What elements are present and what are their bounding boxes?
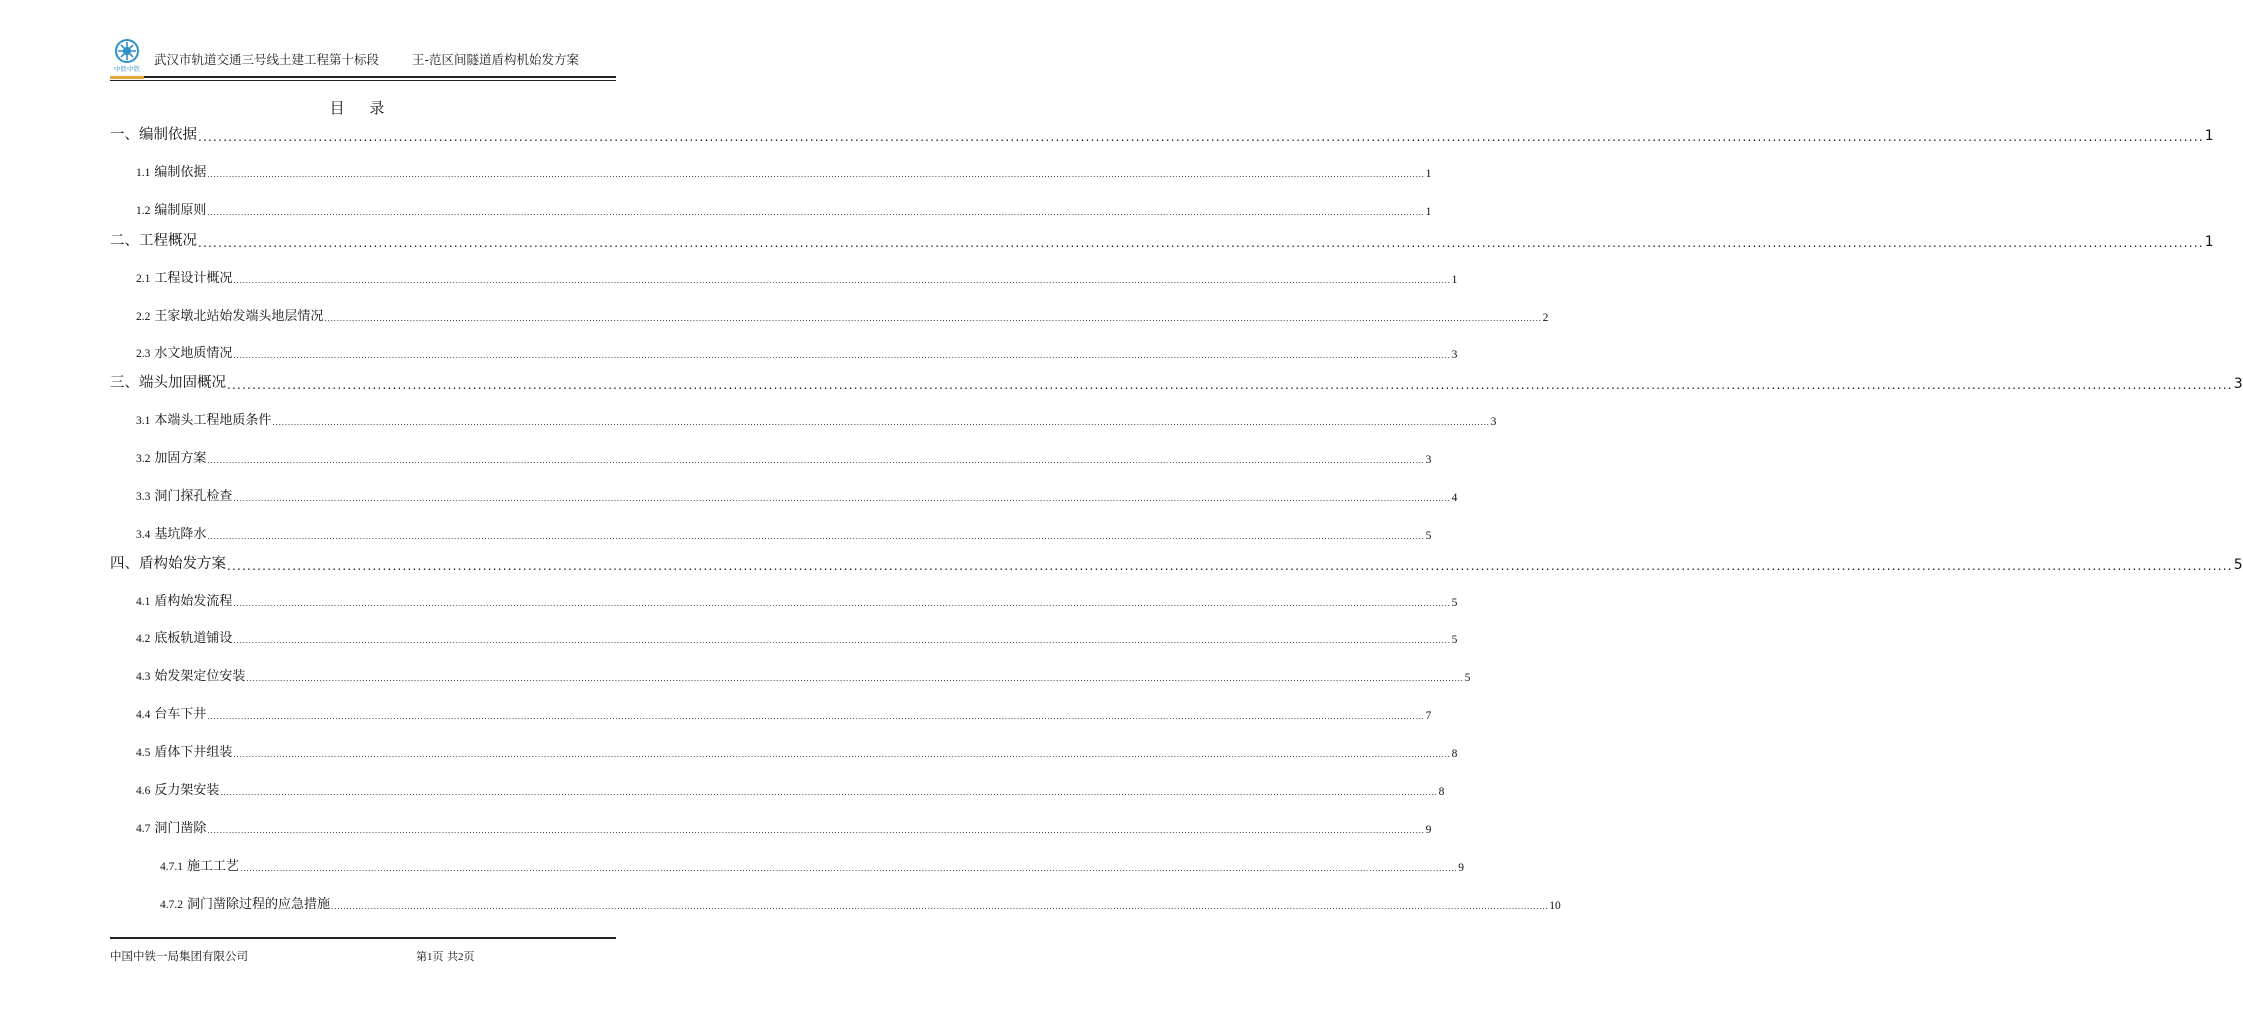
toc-entry-page: 1 (1425, 168, 1432, 180)
toc-entry[interactable] (110, 553, 2243, 573)
toc-entry-title (136, 161, 206, 180)
toc-entry-page: 5 (1425, 530, 1432, 542)
toc-leader-dots: ................................................................................................................................................................................................................................................................................................................................................................................................................ (207, 712, 1425, 721)
toc-leader-dots: ................................................................................................................................................................................................................................................................................................................................................................................................................ (233, 494, 1451, 503)
toc-leader-dots: ................................................................................................................................................................................................................................................................................................................................................................................................................ (220, 788, 1438, 797)
toc-entry-number: 2.1 (136, 273, 151, 285)
toc-entry[interactable] (110, 230, 2214, 250)
toc-entry[interactable] (136, 200, 1432, 218)
header-accent (110, 76, 144, 79)
toc-entry-page: 5 (1464, 672, 1471, 684)
toc-entry-page: 1 (2204, 234, 2214, 250)
toc-leader-dots: ................................................................................................................................................................................................................................................................................................................................................................................................................ (233, 276, 1451, 285)
toc-entry[interactable] (136, 448, 1432, 466)
toc-entry-title (110, 552, 226, 573)
toc-leader-dots: ................................................................................................................................................................................................................................................................................................................................................................................................................ (324, 314, 1542, 323)
toc-entry[interactable] (160, 856, 1464, 874)
toc-entry[interactable] (136, 704, 1432, 722)
toc-entry-text: 编制原则 (154, 203, 207, 218)
toc-entry-text: 本端头工程地质条件 (154, 413, 272, 428)
toc-entry-text: 基坑降水 (154, 527, 207, 542)
toc-entry-text: 三、端头加固概况 (110, 375, 226, 391)
toc-entry-number: 1.2 (136, 205, 151, 217)
toc-leader-dots: ................................................................................................................................................................................................................................................................................................................................................................................................................ (207, 532, 1425, 541)
toc-entry-number: 4.2 (136, 633, 151, 645)
toc-entry-title (136, 342, 232, 361)
footer-rule (110, 937, 616, 939)
toc-leader-dots: ................................................................................................................................................................................................................................................................................................................................................................................................................ (272, 418, 1490, 427)
toc-entry-text: 一、编制依据 (110, 127, 197, 143)
header-rule (110, 76, 616, 78)
toc-entry-text: 底板轨道铺设 (154, 631, 233, 646)
toc-entry-number: 1.1 (136, 167, 151, 179)
toc-entry-text: 盾体下井组装 (154, 745, 233, 760)
toc-entry-title (136, 485, 232, 504)
toc-entry-title (110, 229, 197, 250)
toc-entry-title (136, 267, 232, 286)
toc-entry-text: 洞门探孔检查 (154, 489, 233, 504)
toc-entry-title (136, 590, 232, 609)
toc-leader-dots: ................................................................................................................................................................................................................................................................................................................................................................................................................ (207, 826, 1425, 835)
toc-entry-page: 3 (1490, 416, 1497, 428)
toc-entry-title (136, 409, 271, 428)
toc-entry-title (136, 627, 232, 646)
toc-leader-dots: ................................................................................................................................................................................................................................................................................................................................................................................................................ (233, 351, 1451, 360)
toc-entry[interactable] (136, 343, 1458, 361)
toc-entry-text: 水文地质情况 (154, 346, 233, 361)
toc-entry-number: 4.7.2 (160, 899, 183, 911)
toc-entry-title (160, 893, 330, 912)
toc-entry[interactable] (136, 628, 1458, 646)
toc-entry-text: 洞门凿除过程的应急措施 (187, 897, 331, 912)
toc-entry[interactable] (160, 894, 1561, 912)
toc-entry[interactable] (136, 306, 1549, 324)
toc-entry-title (136, 779, 219, 798)
toc-entry-title (110, 123, 197, 144)
toc-entry[interactable] (136, 524, 1432, 542)
toc-leader-dots: ................................................................................................................................................................................................................................................................................................................................................................................................................ (246, 674, 1464, 683)
toc-entry-page: 8 (1451, 748, 1458, 760)
footer-page-number: 第1页 共2页 (416, 950, 475, 963)
toc-leader-dots: ................................................................................................................................................................................................................................................................................................................................................................................................................ (233, 636, 1451, 645)
toc-entry[interactable] (136, 780, 1445, 798)
toc-entry-title (136, 199, 206, 218)
toc-entry-number: 4.1 (136, 596, 151, 608)
toc-entry-title (136, 741, 232, 760)
toc-entry-page: 8 (1438, 786, 1445, 798)
toc-entry-page: 1 (1425, 206, 1432, 218)
toc-entry-page: 9 (1425, 824, 1432, 836)
toc-entry-title (136, 665, 245, 684)
toc-leader-dots: ................................................................................................................................................................................................................................................................................................................................................................................................................ (331, 902, 1549, 911)
toc-entry-title (136, 447, 206, 466)
toc-entry-page: 3 (2233, 376, 2243, 392)
toc-entry-number: 3.3 (136, 491, 151, 503)
toc-leader-dots: ................................................................................................................................................................................................................................................................................................................................................................................................................ (233, 750, 1451, 759)
toc-entry-text: 工程设计概况 (154, 271, 233, 286)
toc-entry-text: 四、盾构始发方案 (110, 556, 226, 572)
toc-entry-text: 洞门凿除 (154, 821, 207, 836)
page-header (110, 36, 616, 78)
toc-entry-title (110, 371, 226, 392)
toc-leader-dots: ................................................................................................................................................................................................................................................................................................................................................................................................................ (207, 208, 1425, 217)
toc-title: 目 录 (329, 99, 395, 117)
toc-entry-number: 3.1 (136, 415, 151, 427)
toc-entry[interactable] (136, 666, 1471, 684)
toc-entry[interactable] (136, 818, 1432, 836)
toc-entry-text: 台车下井 (154, 707, 207, 722)
toc-leader-dots: ................................................................................................................................................................................................................................................................................................................................................................................................................ (227, 378, 2233, 392)
toc-entry[interactable] (136, 742, 1458, 760)
toc-entry-page: 4 (1451, 492, 1458, 504)
header-rule-thin (110, 80, 616, 81)
toc-entry-page: 1 (1451, 274, 1458, 286)
toc-entry[interactable] (110, 372, 2243, 392)
toc-leader-dots: ................................................................................................................................................................................................................................................................................................................................................................................................................ (198, 130, 2204, 144)
toc-entry-number: 4.7 (136, 823, 151, 835)
toc-entry-page: 5 (1451, 634, 1458, 646)
toc-entry-text: 二、工程概况 (110, 233, 197, 249)
toc-entry-number: 2.2 (136, 311, 151, 323)
toc-leader-dots: ................................................................................................................................................................................................................................................................................................................................................................................................................ (207, 456, 1425, 465)
header-document-title: 王-范区间隧道盾构机始发方案 (412, 52, 580, 67)
toc-leader-dots: ................................................................................................................................................................................................................................................................................................................................................................................................................ (207, 170, 1425, 179)
toc-entry[interactable] (136, 268, 1458, 286)
toc-entry[interactable] (136, 591, 1458, 609)
toc-entry-number: 4.5 (136, 747, 151, 759)
toc-entry-page: 5 (2233, 557, 2243, 573)
toc-entry-title (160, 855, 239, 874)
svg-text:中铁中铁: 中铁中铁 (114, 65, 140, 73)
toc-entry-text: 盾构始发流程 (154, 594, 233, 609)
toc-entry-text: 始发架定位安装 (154, 669, 246, 684)
toc-entry-number: 3.2 (136, 453, 151, 465)
footer-company: 中国中铁一局集团有限公司 (110, 949, 248, 963)
toc-leader-dots: ................................................................................................................................................................................................................................................................................................................................................................................................................ (227, 559, 2233, 573)
toc-entry-title (136, 305, 323, 324)
toc-entry-text: 施工工艺 (187, 859, 240, 874)
toc-entry-page: 1 (2204, 128, 2214, 144)
toc-entry-number: 4.3 (136, 671, 151, 683)
toc-entry-number: 2.3 (136, 348, 151, 360)
toc-entry-text: 反力架安装 (154, 783, 220, 798)
toc-entry[interactable] (136, 162, 1432, 180)
toc-entry-text: 加固方案 (154, 451, 207, 466)
toc-leader-dots: ................................................................................................................................................................................................................................................................................................................................................................................................................ (233, 599, 1451, 608)
toc-entry-number: 4.6 (136, 785, 151, 797)
toc-entry-title (136, 703, 206, 722)
toc-entry-page: 3 (1425, 454, 1432, 466)
toc-entry-number: 3.4 (136, 529, 151, 541)
toc-entry-page: 9 (1458, 862, 1464, 874)
toc-leader-dots: ................................................................................................................................................................................................................................................................................................................................................................................................................ (198, 236, 2204, 250)
toc-entry-page: 2 (1542, 312, 1549, 324)
toc-entry-page: 7 (1425, 710, 1432, 722)
toc-entry[interactable] (136, 486, 1458, 504)
toc-entry-page: 5 (1451, 597, 1458, 609)
header-project-title: 武汉市轨道交通三号线土建工程第十标段 (154, 52, 380, 67)
toc-entry[interactable] (110, 124, 2214, 144)
company-logo (112, 38, 142, 74)
toc-entry[interactable] (136, 410, 1497, 428)
toc-leader-dots: ................................................................................................................................................................................................................................................................................................................................................................................................................ (240, 864, 1458, 873)
toc-entry-number: 4.7.1 (160, 861, 183, 873)
toc-entry-page: 3 (1451, 349, 1458, 361)
toc-entry-text: 编制依据 (154, 165, 207, 180)
toc-entry-title (136, 523, 206, 542)
toc-entry-text: 王家墩北站始发端头地层情况 (154, 309, 324, 324)
toc-entry-title (136, 817, 206, 836)
toc-entry-number: 4.4 (136, 709, 151, 721)
toc-entry-page: 10 (1549, 900, 1561, 912)
